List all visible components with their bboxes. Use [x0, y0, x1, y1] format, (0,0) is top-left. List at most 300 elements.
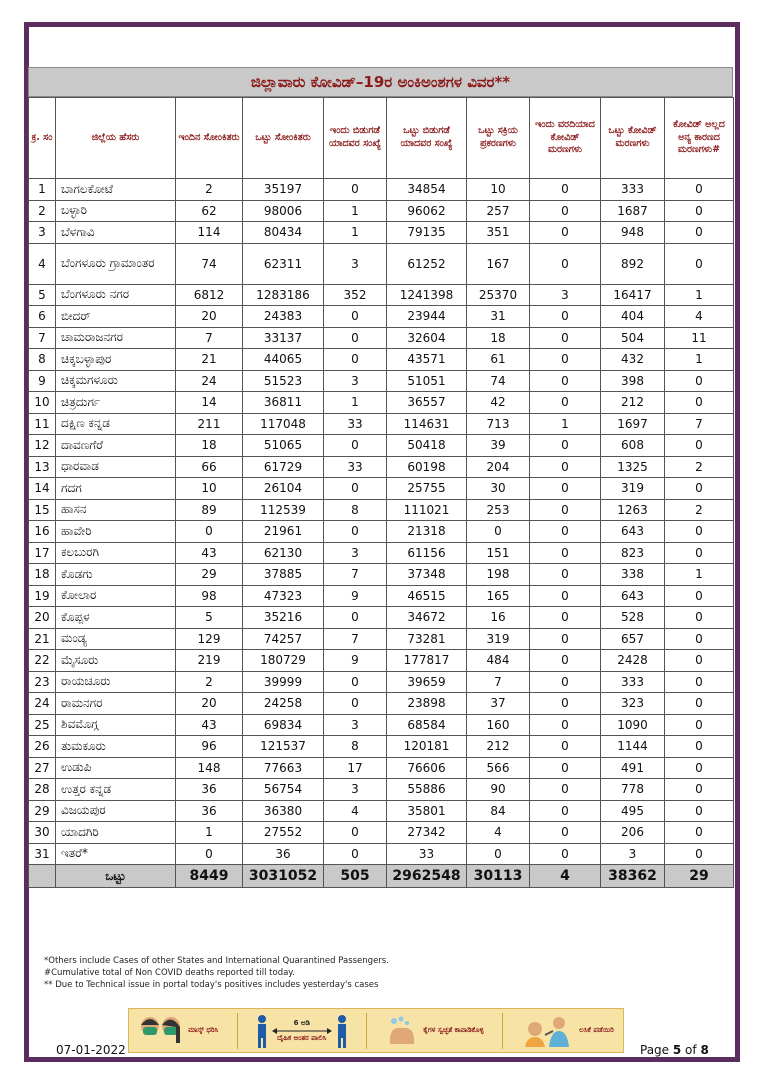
table-row — [29, 306, 734, 328]
cell-total-deaths: 212 — [601, 392, 665, 414]
cell-total-positive: 36 — [243, 843, 324, 865]
covid-guidelines-banner — [128, 1008, 624, 1053]
cell-total-positive: 36811 — [243, 392, 324, 414]
banner-hands-text: ಕೈಗಳ ಸ್ವಚ್ಛತೆ ಕಾಪಾಡಿಕೊಳ್ಳಿ — [423, 1026, 484, 1035]
cell-sl: 28 — [29, 779, 56, 801]
cell-today-deaths: 0 — [530, 628, 601, 650]
cell-today-discharged: 0 — [324, 478, 387, 500]
cell-sl: 3 — [29, 222, 56, 244]
report-date: 07-01-2022 — [56, 1043, 126, 1057]
totals-sl — [29, 865, 56, 888]
cell-today-discharged: 0 — [324, 349, 387, 371]
cell-total-positive: 74257 — [243, 628, 324, 650]
cell-total-deaths: 338 — [601, 564, 665, 586]
cell-district: ರಾಮನಗರ — [56, 693, 176, 715]
cell-total-discharged: 177817 — [387, 650, 467, 672]
table-row — [29, 222, 734, 244]
table-row — [29, 736, 734, 758]
cell-sl: 4 — [29, 243, 56, 284]
cell-sl: 13 — [29, 456, 56, 478]
cell-sl: 27 — [29, 757, 56, 779]
cell-today-positive: 7 — [176, 327, 243, 349]
cell-non-covid-deaths: 1 — [665, 284, 734, 306]
cell-district: ತುಮಕೂರು — [56, 736, 176, 758]
cell-total-positive: 35197 — [243, 179, 324, 201]
banner-mask-text: ಮಾಸ್ಕ್ ಧರಿಸಿ — [188, 1026, 219, 1035]
cell-today-positive: 29 — [176, 564, 243, 586]
table-row — [29, 521, 734, 543]
cell-active: 484 — [467, 650, 530, 672]
cell-total-positive: 24383 — [243, 306, 324, 328]
totals-total-discharged: 2962548 — [387, 865, 467, 888]
cell-today-discharged: 0 — [324, 671, 387, 693]
cell-today-deaths: 0 — [530, 650, 601, 672]
cell-active: 10 — [467, 179, 530, 201]
cell-total-discharged: 39659 — [387, 671, 467, 693]
cell-non-covid-deaths: 0 — [665, 435, 734, 457]
cell-today-positive: 20 — [176, 693, 243, 715]
cell-total-deaths: 16417 — [601, 284, 665, 306]
cell-active: 319 — [467, 628, 530, 650]
cell-today-deaths: 0 — [530, 671, 601, 693]
cell-total-discharged: 50418 — [387, 435, 467, 457]
cell-total-discharged: 55886 — [387, 779, 467, 801]
cell-total-discharged: 36557 — [387, 392, 467, 414]
cell-today-positive: 43 — [176, 714, 243, 736]
table-row — [29, 499, 734, 521]
totals-label: ಒಟ್ಟು — [56, 865, 176, 888]
cell-sl: 20 — [29, 607, 56, 629]
cell-sl: 8 — [29, 349, 56, 371]
cell-total-positive: 117048 — [243, 413, 324, 435]
cell-today-discharged: 9 — [324, 650, 387, 672]
cell-active: 30 — [467, 478, 530, 500]
cell-today-positive: 10 — [176, 478, 243, 500]
cell-total-discharged: 60198 — [387, 456, 467, 478]
table-row — [29, 714, 734, 736]
cell-total-positive: 51523 — [243, 370, 324, 392]
cell-district: ಉಡುಪಿ — [56, 757, 176, 779]
cell-sl: 1 — [29, 179, 56, 201]
cell-total-discharged: 114631 — [387, 413, 467, 435]
cell-active: 713 — [467, 413, 530, 435]
cell-total-positive: 21961 — [243, 521, 324, 543]
cell-today-discharged: 1 — [324, 392, 387, 414]
cell-total-deaths: 1687 — [601, 200, 665, 222]
cell-sl: 18 — [29, 564, 56, 586]
header-today-deaths: ಇಂದು ವರದಿಯಾದ ಕೋವಿಡ್ ಮರಣಗಳು — [530, 98, 601, 179]
cell-total-deaths: 504 — [601, 327, 665, 349]
cell-total-positive: 80434 — [243, 222, 324, 244]
cell-today-positive: 0 — [176, 521, 243, 543]
cell-total-positive: 112539 — [243, 499, 324, 521]
cell-active: 204 — [467, 456, 530, 478]
cell-district: ದಾವಣಗೆರೆ — [56, 435, 176, 457]
cell-today-deaths: 0 — [530, 714, 601, 736]
cell-non-covid-deaths: 0 — [665, 736, 734, 758]
cell-total-discharged: 61156 — [387, 542, 467, 564]
cell-today-discharged: 1 — [324, 200, 387, 222]
table-row — [29, 693, 734, 715]
cell-today-discharged: 352 — [324, 284, 387, 306]
cell-total-deaths: 1697 — [601, 413, 665, 435]
totals-today-discharged: 505 — [324, 865, 387, 888]
cell-sl: 2 — [29, 200, 56, 222]
banner-mask — [138, 1013, 218, 1049]
totals-active: 30113 — [467, 865, 530, 888]
table-row — [29, 650, 734, 672]
cell-total-discharged: 23944 — [387, 306, 467, 328]
cell-active: 257 — [467, 200, 530, 222]
cell-sl: 26 — [29, 736, 56, 758]
cell-today-positive: 14 — [176, 392, 243, 414]
cell-today-deaths: 0 — [530, 822, 601, 844]
cell-total-discharged: 35801 — [387, 800, 467, 822]
cell-non-covid-deaths: 0 — [665, 542, 734, 564]
cell-total-positive: 36380 — [243, 800, 324, 822]
table-row — [29, 671, 734, 693]
cell-sl: 31 — [29, 843, 56, 865]
totals-total-positive: 3031052 — [243, 865, 324, 888]
cell-total-deaths: 823 — [601, 542, 665, 564]
cell-today-discharged: 33 — [324, 413, 387, 435]
header-row — [29, 98, 734, 179]
cell-sl: 17 — [29, 542, 56, 564]
cell-district: ಬೆಂಗಳೂರು ನಗರ — [56, 284, 176, 306]
cell-district: ಬೆಳಗಾವಿ — [56, 222, 176, 244]
cell-active: 39 — [467, 435, 530, 457]
cell-today-positive: 129 — [176, 628, 243, 650]
cell-total-deaths: 333 — [601, 179, 665, 201]
cell-non-covid-deaths: 11 — [665, 327, 734, 349]
page-number — [640, 1043, 709, 1057]
cell-sl: 24 — [29, 693, 56, 715]
cell-sl: 16 — [29, 521, 56, 543]
cell-total-positive: 35216 — [243, 607, 324, 629]
table-row — [29, 284, 734, 306]
cell-today-positive: 148 — [176, 757, 243, 779]
cell-non-covid-deaths: 0 — [665, 243, 734, 284]
table-row — [29, 607, 734, 629]
cell-total-deaths: 528 — [601, 607, 665, 629]
cell-today-positive: 211 — [176, 413, 243, 435]
cell-active: 351 — [467, 222, 530, 244]
cell-total-positive: 180729 — [243, 650, 324, 672]
cell-total-positive: 77663 — [243, 757, 324, 779]
cell-today-discharged: 9 — [324, 585, 387, 607]
header-active: ಒಟ್ಟು ಸಕ್ರಿಯ ಪ್ರಕರಣಗಳು — [467, 98, 530, 179]
table-row — [29, 392, 734, 414]
cell-today-deaths: 0 — [530, 327, 601, 349]
cell-total-discharged: 46515 — [387, 585, 467, 607]
cell-total-deaths: 495 — [601, 800, 665, 822]
cell-today-discharged: 0 — [324, 521, 387, 543]
banner-distance-value: 6 ಅಡಿ — [293, 1018, 310, 1027]
footnote-non-covid: #Cumulative total of Non COVID deaths reported till today. — [44, 968, 295, 978]
cell-total-deaths: 491 — [601, 757, 665, 779]
cell-total-positive: 44065 — [243, 349, 324, 371]
cell-today-positive: 89 — [176, 499, 243, 521]
cell-total-positive: 33137 — [243, 327, 324, 349]
cell-today-deaths: 0 — [530, 456, 601, 478]
cell-total-deaths: 643 — [601, 585, 665, 607]
header-today-positive: ಇಂದಿನ ಸೋಂಕಿತರು — [176, 98, 243, 179]
cell-district: ಬೀದರ್ — [56, 306, 176, 328]
cell-active: 165 — [467, 585, 530, 607]
cell-non-covid-deaths: 0 — [665, 222, 734, 244]
cell-sl: 15 — [29, 499, 56, 521]
cell-non-covid-deaths: 0 — [665, 478, 734, 500]
cell-total-positive: 39999 — [243, 671, 324, 693]
totals-row — [29, 865, 734, 888]
banner-vaccine-text: ಲಸಿಕೆ ಪಡೆಯಿರಿ — [579, 1026, 614, 1035]
cell-total-deaths: 333 — [601, 671, 665, 693]
cell-total-discharged: 73281 — [387, 628, 467, 650]
table-body — [29, 179, 734, 865]
cell-total-deaths: 206 — [601, 822, 665, 844]
table-row — [29, 757, 734, 779]
cell-non-covid-deaths: 0 — [665, 671, 734, 693]
cell-today-discharged: 0 — [324, 693, 387, 715]
cell-active: 4 — [467, 822, 530, 844]
cell-sl: 10 — [29, 392, 56, 414]
cell-today-deaths: 0 — [530, 779, 601, 801]
cell-district: ಬಾಗಲಕೋಟೆ — [56, 179, 176, 201]
table-row — [29, 179, 734, 201]
cell-non-covid-deaths: 4 — [665, 306, 734, 328]
table-row — [29, 822, 734, 844]
cell-total-deaths: 432 — [601, 349, 665, 371]
cell-total-deaths: 892 — [601, 243, 665, 284]
cell-total-deaths: 608 — [601, 435, 665, 457]
cell-sl: 6 — [29, 306, 56, 328]
cell-total-positive: 121537 — [243, 736, 324, 758]
cell-total-deaths: 1263 — [601, 499, 665, 521]
cell-total-discharged: 79135 — [387, 222, 467, 244]
cell-today-deaths: 0 — [530, 392, 601, 414]
table-row — [29, 843, 734, 865]
header-today-discharged: ಇಂದು ಬಿಡುಗಡೆ ಯಾದವರ ಸಂಖ್ಯೆ — [324, 98, 387, 179]
cell-active: 84 — [467, 800, 530, 822]
cell-today-positive: 6812 — [176, 284, 243, 306]
cell-non-covid-deaths: 2 — [665, 456, 734, 478]
vaccination-icon — [521, 1013, 575, 1049]
table-row — [29, 564, 734, 586]
table-title: ಜಿಲ್ಲಾವಾರು ಕೋವಿಡ್–19ರ ಅಂಕಿಅಂಶಗಳ ವಿವರ** — [28, 67, 733, 97]
header-non-covid-deaths: ಕೋವಿಡ್ ಅಲ್ಲದ ಅನ್ಯ ಕಾರಣದ ಮರಣಗಳು# — [665, 98, 734, 179]
banner-distance-text: ದೈಹಿಕ ಅಂತರ ಪಾಲಿಸಿ — [277, 1033, 327, 1042]
cell-active: 151 — [467, 542, 530, 564]
cell-total-deaths: 643 — [601, 521, 665, 543]
table-row — [29, 800, 734, 822]
cell-today-positive: 96 — [176, 736, 243, 758]
cell-sl: 7 — [29, 327, 56, 349]
table-row — [29, 243, 734, 284]
table-row — [29, 200, 734, 222]
cell-sl: 19 — [29, 585, 56, 607]
cell-sl: 30 — [29, 822, 56, 844]
cell-active: 198 — [467, 564, 530, 586]
cell-today-discharged: 0 — [324, 306, 387, 328]
banner-hands — [385, 1014, 484, 1048]
cell-non-covid-deaths: 2 — [665, 499, 734, 521]
cell-total-positive: 56754 — [243, 779, 324, 801]
cell-today-discharged: 3 — [324, 243, 387, 284]
cell-today-discharged: 4 — [324, 800, 387, 822]
cell-district: ಮೈಸೂರು — [56, 650, 176, 672]
cell-today-deaths: 0 — [530, 179, 601, 201]
footnote-others: *Others include Cases of other States and International Quarantined Passengers. — [44, 956, 389, 966]
cell-sl: 22 — [29, 650, 56, 672]
cell-today-deaths: 0 — [530, 222, 601, 244]
page-total: 8 — [700, 1043, 709, 1057]
cell-sl: 23 — [29, 671, 56, 693]
cell-total-discharged: 120181 — [387, 736, 467, 758]
person-icon — [256, 1014, 268, 1048]
cell-total-deaths: 3 — [601, 843, 665, 865]
cell-non-covid-deaths: 0 — [665, 370, 734, 392]
cell-sl: 5 — [29, 284, 56, 306]
cell-total-deaths: 657 — [601, 628, 665, 650]
totals-total-deaths: 38362 — [601, 865, 665, 888]
cell-total-discharged: 25755 — [387, 478, 467, 500]
cell-today-positive: 43 — [176, 542, 243, 564]
cell-today-discharged: 1 — [324, 222, 387, 244]
cell-total-deaths: 778 — [601, 779, 665, 801]
cell-active: 253 — [467, 499, 530, 521]
cell-total-discharged: 68584 — [387, 714, 467, 736]
cell-today-positive: 21 — [176, 349, 243, 371]
cell-today-discharged: 0 — [324, 179, 387, 201]
cell-total-discharged: 23898 — [387, 693, 467, 715]
cell-district: ಇತರೆ* — [56, 843, 176, 865]
cell-today-discharged: 3 — [324, 779, 387, 801]
cell-today-discharged: 0 — [324, 435, 387, 457]
cell-district: ಧಾರವಾಡ — [56, 456, 176, 478]
cell-non-covid-deaths: 0 — [665, 714, 734, 736]
cell-district: ಶಿವಮೊಗ್ಗ — [56, 714, 176, 736]
cell-today-discharged: 0 — [324, 607, 387, 629]
cell-district: ಚಿಕ್ಕಮಗಳೂರು — [56, 370, 176, 392]
cell-today-discharged: 17 — [324, 757, 387, 779]
cell-district: ಉತ್ತರ ಕನ್ನಡ — [56, 779, 176, 801]
cell-today-discharged: 8 — [324, 736, 387, 758]
cell-today-deaths: 0 — [530, 843, 601, 865]
cell-sl: 14 — [29, 478, 56, 500]
totals-today-deaths: 4 — [530, 865, 601, 888]
cell-today-discharged: 3 — [324, 714, 387, 736]
banner-distance — [256, 1014, 348, 1048]
cell-active: 37 — [467, 693, 530, 715]
cell-district: ಮಂಡ್ಯ — [56, 628, 176, 650]
table-row — [29, 478, 734, 500]
cell-active: 42 — [467, 392, 530, 414]
cell-total-positive: 26104 — [243, 478, 324, 500]
cell-non-covid-deaths: 0 — [665, 392, 734, 414]
header-total-discharged: ಒಟ್ಟು ಬಿಡುಗಡೆ ಯಾದವರ ಸಂಖ್ಯೆ — [387, 98, 467, 179]
cell-total-deaths: 398 — [601, 370, 665, 392]
cell-active: 16 — [467, 607, 530, 629]
table-row — [29, 370, 734, 392]
banner-divider — [237, 1013, 238, 1049]
cell-today-deaths: 0 — [530, 243, 601, 284]
cell-active: 74 — [467, 370, 530, 392]
cell-today-positive: 2 — [176, 671, 243, 693]
cell-district: ಗದಗ — [56, 478, 176, 500]
page-of: of — [681, 1043, 701, 1057]
cell-total-discharged: 33 — [387, 843, 467, 865]
cell-today-deaths: 0 — [530, 736, 601, 758]
cell-today-positive: 5 — [176, 607, 243, 629]
totals-non-covid-deaths: 29 — [665, 865, 734, 888]
cell-non-covid-deaths: 1 — [665, 564, 734, 586]
footnote-technical: ** Due to Technical issue in portal today's positives includes yesterday's cases — [44, 980, 379, 990]
banner-vaccine — [521, 1013, 614, 1049]
cell-total-deaths: 948 — [601, 222, 665, 244]
cell-today-positive: 20 — [176, 306, 243, 328]
cell-today-positive: 36 — [176, 800, 243, 822]
cell-total-positive: 62130 — [243, 542, 324, 564]
header-total-deaths: ಒಟ್ಟು ಕೋವಿಡ್ ಮರಣಗಳು — [601, 98, 665, 179]
cell-total-deaths: 319 — [601, 478, 665, 500]
cell-total-positive: 62311 — [243, 243, 324, 284]
cell-total-discharged: 32604 — [387, 327, 467, 349]
cell-today-deaths: 0 — [530, 478, 601, 500]
cell-active: 167 — [467, 243, 530, 284]
cell-district: ರಾಯಚೂರು — [56, 671, 176, 693]
cell-today-positive: 0 — [176, 843, 243, 865]
cell-sl: 25 — [29, 714, 56, 736]
cell-total-deaths: 1144 — [601, 736, 665, 758]
cell-active: 18 — [467, 327, 530, 349]
cell-total-discharged: 51051 — [387, 370, 467, 392]
cell-today-deaths: 0 — [530, 200, 601, 222]
table-row — [29, 542, 734, 564]
cell-district: ಕಲಬುರಗಿ — [56, 542, 176, 564]
cell-total-positive: 37885 — [243, 564, 324, 586]
cell-non-covid-deaths: 0 — [665, 757, 734, 779]
cell-active: 61 — [467, 349, 530, 371]
cell-non-covid-deaths: 0 — [665, 200, 734, 222]
banner-divider — [502, 1013, 503, 1049]
totals-today-positive: 8449 — [176, 865, 243, 888]
cell-total-positive: 1283186 — [243, 284, 324, 306]
cell-district: ಚಿಕ್ಕಬಳ್ಳಾಪುರ — [56, 349, 176, 371]
cell-total-discharged: 76606 — [387, 757, 467, 779]
cell-active: 0 — [467, 843, 530, 865]
cell-non-covid-deaths: 0 — [665, 693, 734, 715]
cell-total-discharged: 1241398 — [387, 284, 467, 306]
cell-today-positive: 219 — [176, 650, 243, 672]
cell-today-deaths: 0 — [530, 757, 601, 779]
cell-total-positive: 47323 — [243, 585, 324, 607]
cell-today-deaths: 0 — [530, 607, 601, 629]
cell-total-discharged: 27342 — [387, 822, 467, 844]
cell-district: ಕೊಪ್ಪಳ — [56, 607, 176, 629]
header-district: ಜಿಲ್ಲೆಯ ಹೆಸರು — [56, 98, 176, 179]
cell-today-deaths: 0 — [530, 693, 601, 715]
cell-district: ಯಾದಗಿರಿ — [56, 822, 176, 844]
cell-district: ಚಾಮರಾಜನಗರ — [56, 327, 176, 349]
cell-today-discharged: 8 — [324, 499, 387, 521]
cell-total-discharged: 21318 — [387, 521, 467, 543]
page-prefix: Page — [640, 1043, 673, 1057]
cell-today-positive: 114 — [176, 222, 243, 244]
cell-today-positive: 2 — [176, 179, 243, 201]
cell-total-positive: 98006 — [243, 200, 324, 222]
cell-total-discharged: 96062 — [387, 200, 467, 222]
cell-today-positive: 98 — [176, 585, 243, 607]
